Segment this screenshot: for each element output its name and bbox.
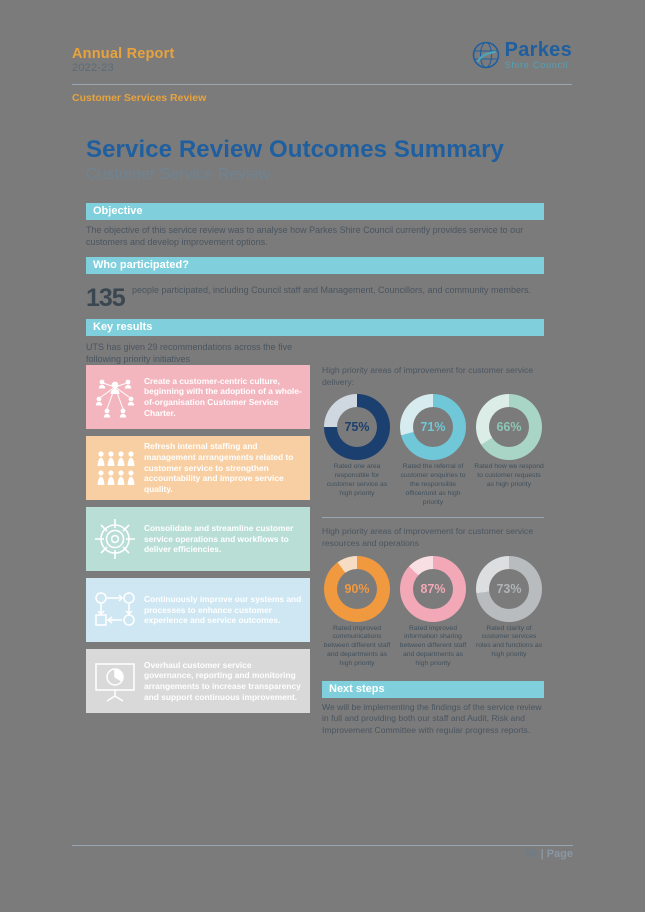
page-number: 88 bbox=[525, 848, 538, 860]
initiative-text: Continuously improve our systems and processes to enhance customer experience and service outcomes. bbox=[144, 593, 302, 626]
page-footer bbox=[525, 848, 573, 860]
logo-wordmark bbox=[505, 40, 572, 70]
results-divider bbox=[322, 517, 544, 518]
key-results-heading: Key results bbox=[86, 319, 544, 336]
donut-75 bbox=[324, 394, 390, 460]
initiative-card bbox=[86, 436, 310, 500]
donut-71 bbox=[400, 394, 466, 460]
page-label: | Page bbox=[540, 848, 573, 860]
resources-operations-heading: High priority areas of improvement for customer service resources and operations bbox=[322, 526, 534, 548]
key-results-intro: UTS has given 29 recommendations across the five following priority initiatives bbox=[86, 342, 293, 365]
workflow-icon bbox=[86, 578, 144, 642]
logo-subtitle: Shire Council bbox=[504, 60, 569, 70]
initiative-text: Consolidate and streamline customer service operations and workflows to deliver efficiencies. bbox=[144, 522, 294, 555]
donut-caption: Rated improved communications between different staff and departments as high priority bbox=[323, 624, 391, 667]
initiative-card-list bbox=[86, 365, 310, 720]
donut-caption: Rated one area responsible for customer service as high priority bbox=[326, 463, 388, 497]
donut-item bbox=[322, 556, 392, 669]
donut-73 bbox=[476, 556, 542, 622]
initiative-text: Refresh internal staffing and management arrangements related to customer service to strengthen accountability and improve service quality. bbox=[144, 441, 294, 495]
resources-operations-donut-chart bbox=[322, 556, 544, 669]
header-divider bbox=[72, 84, 572, 85]
donut-value: 66% bbox=[496, 420, 522, 435]
initiative-card bbox=[86, 365, 310, 429]
presentation-chart-icon bbox=[86, 649, 144, 713]
initiative-text: Overhaul customer service governance, reporting and monitoring arrangements to increase transparency and support continuous improvement. bbox=[144, 659, 301, 702]
initiative-card bbox=[86, 578, 310, 642]
people-group-icon bbox=[86, 436, 144, 500]
parkes-shire-council-logo bbox=[471, 40, 572, 70]
donut-item bbox=[322, 394, 392, 507]
page-content bbox=[72, 40, 572, 870]
donut-value: 90% bbox=[344, 581, 370, 596]
page-subtitle: Customer Service Review bbox=[86, 166, 271, 183]
donut-value: 73% bbox=[496, 581, 522, 596]
donut-item bbox=[398, 556, 468, 669]
objective-heading: Objective bbox=[86, 203, 544, 220]
participants-text: people participated, including Council staff and Management, Councillors, and community members. bbox=[132, 285, 532, 295]
donut-90 bbox=[324, 556, 390, 622]
next-steps-text: We will be implementing the findings of the service review in full and providing both our staff and Audit, Risk and Improvement Committee with regular progress reports. bbox=[322, 701, 542, 735]
results-column bbox=[322, 365, 544, 736]
logo-name: Parkes bbox=[504, 39, 572, 61]
footer-divider bbox=[72, 845, 573, 846]
target-icon bbox=[86, 507, 144, 571]
donut-value: 87% bbox=[420, 581, 446, 596]
initiative-card bbox=[86, 507, 310, 571]
donut-item bbox=[474, 394, 544, 507]
people-network-icon bbox=[86, 365, 144, 429]
report-year: 2022-23 bbox=[72, 62, 114, 74]
service-delivery-donut-chart bbox=[322, 394, 544, 507]
donut-value: 75% bbox=[344, 420, 370, 435]
donut-item bbox=[398, 394, 468, 507]
initiative-card bbox=[86, 649, 310, 713]
donut-caption: Rated the referral of customer enquiries to the responsible officer/unit as high priority bbox=[400, 463, 466, 506]
donut-caption: Rated clarity of customer services roles and functions as high priority bbox=[475, 624, 543, 658]
donut-87 bbox=[400, 556, 466, 622]
donut-66 bbox=[476, 394, 542, 460]
participants-count: 135 bbox=[86, 284, 125, 312]
report-title: Annual Report bbox=[72, 46, 175, 62]
globe-icon bbox=[471, 40, 501, 70]
breadcrumb: Customer Services Review bbox=[72, 92, 207, 104]
page-header bbox=[72, 40, 572, 86]
next-steps-heading: Next steps bbox=[322, 681, 544, 698]
participants-heading: Who participated? bbox=[86, 257, 544, 274]
objective-text: The objective of this service review was to analyse how Parkes Shire Council currently provides service to our customers and develop improvement options. bbox=[86, 225, 524, 248]
donut-value: 71% bbox=[420, 420, 446, 435]
donut-caption: Rated how we respond to customer requests as high priority bbox=[474, 463, 544, 488]
donut-item bbox=[474, 556, 544, 669]
service-delivery-heading: High priority areas of improvement for customer service delivery: bbox=[322, 365, 534, 387]
initiative-text: Create a customer-centric culture, beginning with the adoption of a whole-of-organisation Customer Service Charter. bbox=[144, 375, 302, 418]
donut-caption: Rated improved information sharing between different staff and departments as high priority bbox=[399, 624, 467, 667]
page-title: Service Review Outcomes Summary bbox=[86, 136, 504, 163]
